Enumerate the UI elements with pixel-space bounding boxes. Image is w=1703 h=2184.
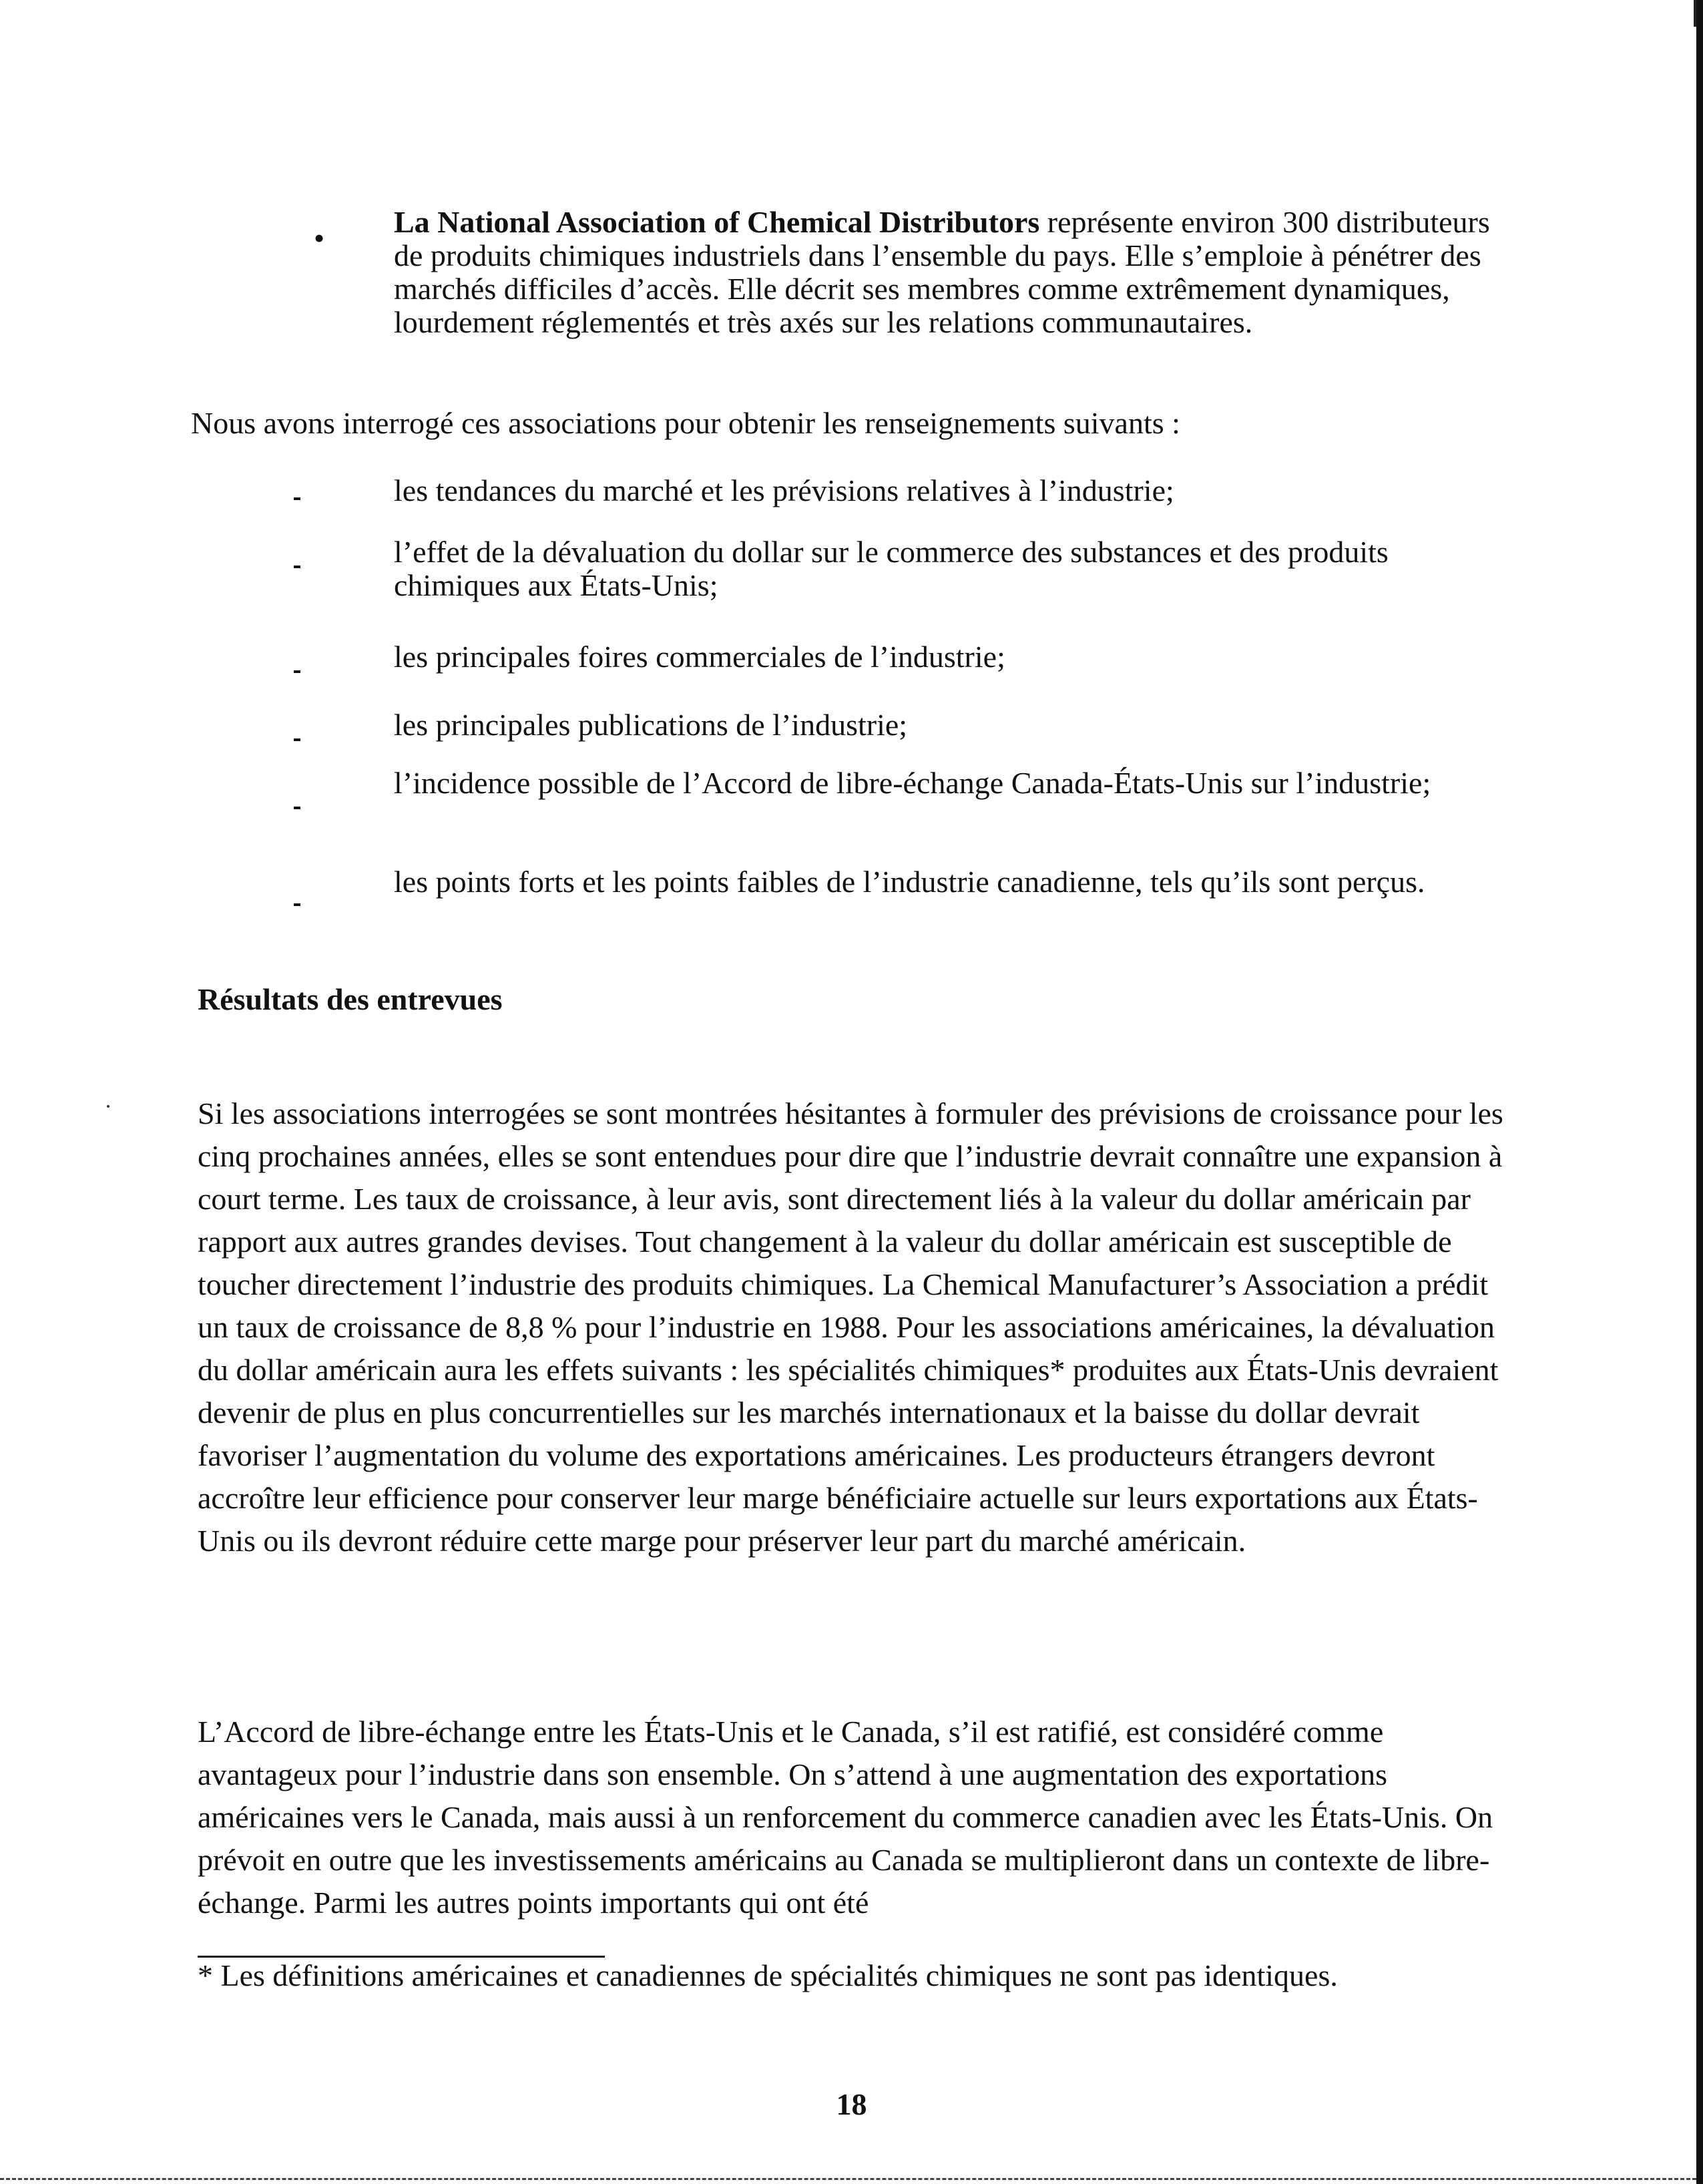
list-dash bbox=[294, 670, 300, 673]
list-item: les principales publications de l’industrie; bbox=[394, 708, 908, 742]
list-item: l’incidence possible de l’Accord de libre-échange Canada-États-Unis sur l’industrie; bbox=[394, 766, 1431, 800]
list-item: l’effet de la dévaluation du dollar sur le commerce des substances et des produits chimiques aux États-Unis; bbox=[394, 535, 1389, 602]
list-dash bbox=[294, 738, 300, 741]
scan-speck bbox=[107, 1105, 109, 1108]
paragraph-free-trade: L’Accord de libre-échange entre les États-Unis et le Canada, s’il est ratifié, est considéré comme avantageux pour l’industrie dans son ensemble. On s’attend à une augmentation des exportations américaines vers le Canada, mais aussi à un renforcement du commerce canadien avec les États-Unis. On prévoit en outre que les investissements américains au Canada se multiplieront dans un contexte de libre-échange. Parmi les autres points importants qui ont été bbox=[198, 1715, 1493, 1920]
list-item: les tendances du marché et les prévisions relatives à l’industrie; bbox=[394, 473, 1174, 507]
list-item: les points forts et les points faibles de l’industrie canadienne, tels qu’ils sont perçus. bbox=[394, 865, 1425, 899]
intro-bullet-text: représente environ 300 distributeurs de produits chimiques industriels dans l’ensemble du pays. Elle s’emploie à pénétrer des marchés difficiles d’accès. Elle décrit ses membres comme extrêmement dynamiques, lourdement réglementés et très axés sur les relations communautaires. bbox=[394, 205, 1490, 339]
paragraph-results: Si les associations interrogées se sont montrées hésitantes à formuler des prévisions de croissance pour les cinq prochaines années, elles se sont entendues pour dire que l’industrie devrait connaître une expansion à court terme. Les taux de croissance, à leur avis, sont directement liés à la valeur du dollar américain par rapport aux autres grandes devises. Tout changement à la valeur du dollar américain est susceptible de toucher directement l’industrie des produits chimiques. La Chemical Manufacturer’s Association a prédit un taux de croissance de 8,8 % pour l’industrie en 1988. Pour les associations américaines, la dévaluation du dollar américain aura les effets suivants : les spécialités chimiques* produites aux États-Unis devraient devenir de plus en plus concurrentielles sur les marchés internationaux et la baisse du dollar devrait favoriser l’augmentation du volume des exportations américaines. Les producteurs étrangers devront accroître leur efficience pour conserver leur marge bénéficiaire actuelle sur leurs exportations aux États-Unis ou ils devront réduire cette marge pour préserver leur part du marché américain. bbox=[198, 1096, 1503, 1558]
section-heading: Résultats des entrevues bbox=[198, 982, 503, 1016]
intro-sentence: Nous avons interrogé ces associations pour obtenir les renseignements suivants : bbox=[191, 406, 1180, 440]
scan-border-right bbox=[1696, 0, 1703, 2184]
list-dash bbox=[294, 903, 300, 906]
list-item: les principales foires commerciales de l’industrie; bbox=[394, 640, 1005, 674]
list-dash bbox=[294, 807, 300, 809]
scan-border-top-right bbox=[1694, 0, 1696, 27]
list-dash bbox=[294, 566, 300, 568]
bullet-dot: • bbox=[314, 221, 325, 255]
footnote: * Les définitions américaines et canadiennes de spécialités chimiques ne sont pas identiques. bbox=[198, 1958, 1338, 1992]
page-number: 18 bbox=[836, 2087, 867, 2121]
list-dash bbox=[294, 497, 300, 500]
intro-bullet bbox=[394, 206, 1502, 339]
intro-bullet-lead: La National Association of Chemical Distributors bbox=[394, 205, 1040, 239]
scan-border-bottom bbox=[0, 2178, 1696, 2180]
